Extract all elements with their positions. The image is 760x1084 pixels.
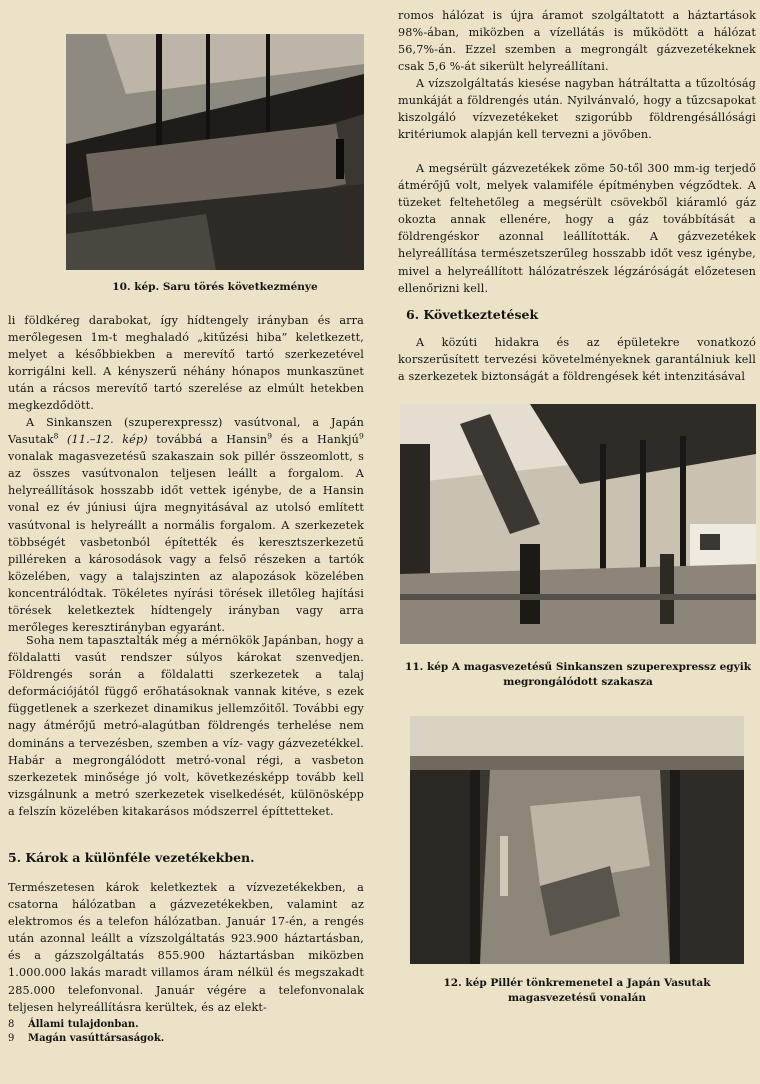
figure-12-photo (410, 716, 744, 964)
footnote-8-number: 8 (8, 1019, 15, 1030)
section-6-heading: 6. Következtetések (406, 307, 539, 322)
footnote-9-text: Magán vasúttársaságok. (28, 1033, 165, 1044)
figure-11-photo (400, 404, 756, 644)
left-paragraph-3: Soha nem tapasztalták még a mérnökök Japánban, hogy a földalatti vasút rendszer súlyos károkat szenvedjen. Földrengés során a földalatti szerkezetek a talaj deformációjától függő erőhatásoknak vannak kitéve, s ezek függetlenek a szerkezet dinamikus jellemzőitől. További egy nagy átmérőjű metró-alagútban földrengés terhelése nem domináns a tervezésben, szemben a víz- vagy gázvezetékkel. Habár a megrongálódott metró-vonal régi, a vasbeton szerkezetek minősége jó volt, következésképp tovább kell vizsgálnunk a metró szerkezetek viselkedését, különösképp a felszín közelében kitakarásos módszerrel építtetteket. (8, 634, 364, 818)
p2-text-d: és a Hankjú (280, 433, 360, 447)
left-paragraph-2 (8, 414, 364, 636)
right-paragraph-4: A közúti hidakra és az épületekre vonatkozó korszerűsített tervezési követelményeknek garantálniuk kell a szerkezetek biztonságát a földrengések két intenzitásával (398, 336, 756, 384)
right-paragraph-1: romos hálózat is újra áramot szolgáltatott a háztartások 98%-ában, miközben a vízellátás is működött a hálózat 56,7%-án. Ezzel szemben a megrongált gázvezetékeknek csak 5,6 %-át sikerült helyreállítani. (398, 9, 756, 74)
section-5-heading: 5. Károk a különféle vezetékekben. (8, 850, 255, 865)
figure-12-caption-line-2: magasvezetésű vonalán (507, 992, 647, 1004)
footnote-8-text: Állami tulajdonban. (28, 1019, 139, 1030)
footnote-9-number: 9 (8, 1033, 15, 1044)
right-paragraph-2: A vízszolgáltatás kiesése nagyban hátráltatta a tűzoltóság munkáját a földrengés után. Nyilvánvaló, hogy a tűzcsapokat kiszolgáló vízvezetékeket szigorúbb földrengésállósági kritériumok alapján kell tervezni a jövőben. (398, 77, 756, 142)
footnote-9 (8, 1032, 164, 1046)
right-paragraph-3: A megsérült gázvezetékek zöme 50-től 300 mm-ig terjedő átmérőjű volt, melyek valamiféle építményben végződtek. A tüzeket feltehetőleg a megsérült csövekből kiáramló gáz okozta annak ellenére, hogy a gáz továbbítását a földrengéskor azonnal leállították. A gázvezetékek helyreállítása természetszerűleg hosszabb időt vesz igénybe, mivel a helyreállított hálózatrészek légzáróságát előzetesen ellenőrizni kell. (398, 162, 756, 295)
left-paragraph-1: li földkéreg darabokat, így hídtengely irányban és arra merőlegesen 1m-t meghaladó „kitűzési hiba” keletkezett, melyet a későbbiekben a merevítő tartó szerkezetével korrigálni kell. A kényszerű néhány hónapos munkaszünet után a rácsos merevítő tartó szerelése az elmúlt hetekben megkezdődött. (8, 314, 364, 413)
figure-11-caption-line-2: megrongálódott szakasza (503, 676, 653, 688)
figure-reference: (11.–12. kép) (67, 433, 148, 447)
footnote-ref-9[interactable]: 9 (267, 431, 273, 441)
p2-text-e: vonalak magasvezetésű szakaszain sok pillér összeomlott, s az összes vasútvonalon teljesen leállt a forgalom. A helyreállítások hosszabb időt vettek igénybe, de a Hansin vonal ez év júniusi újra megnyitásával az utolsó említett vasútvonal is helyreállt a normális forgalom. A szerkezetek többségét vasbetonból építették és keresztszerkezetű pilléreken a károsodások vagy a felső részeken a tartók közelében, vagy a talajszinten az alapozások közelében koncentrálódtak. Tökéletes nyírási törések illetőleg hajítási törések keletkeztek hídtengely irányban vagy arra merőleges keresztirányban egyaránt. (8, 450, 364, 635)
figure-10-caption: 10. kép. Saru törés következménye (112, 281, 318, 293)
left-paragraph-4: Természetesen károk keletkeztek a vízvezetékekben, a csatorna hálózatban a gázvezetékekben, valamint az elektromos és a telefon hálózatban. Január 17-én, a rengés után azonnal leállt a vízszolgáltatás 923.900 háztartásban, és a gázszolgáltatás 855.900 háztartásban miközben 1.000.000 lakás maradt villamos áram nélkül és megszakadt 285.000 telefonvonal. Január végére a telefonvonalak teljesen helyreállításra kerültek, és az elekt- (8, 881, 364, 1014)
figure-12-caption (410, 976, 744, 1006)
figure-11-caption (400, 660, 756, 690)
footnote-8 (8, 1018, 139, 1032)
figure-11-caption-line-1: 11. kép A magasvezetésű Sinkanszen szuperexpressz egyik (405, 661, 751, 673)
footnote-ref-9b[interactable]: 9 (359, 431, 364, 441)
figure-10-photo (66, 34, 364, 270)
figure-12-caption-line-1: 12. kép Pillér tönkremenetel a Japán Vasutak (443, 977, 711, 989)
p2-text-c: továbbá a Hansin (156, 433, 268, 447)
p2-text-a: A Sinkanszen (szuperexpressz) vasútvonal, a Japán Vasutak (8, 416, 364, 447)
footnote-ref-8[interactable]: 8 (53, 431, 59, 441)
